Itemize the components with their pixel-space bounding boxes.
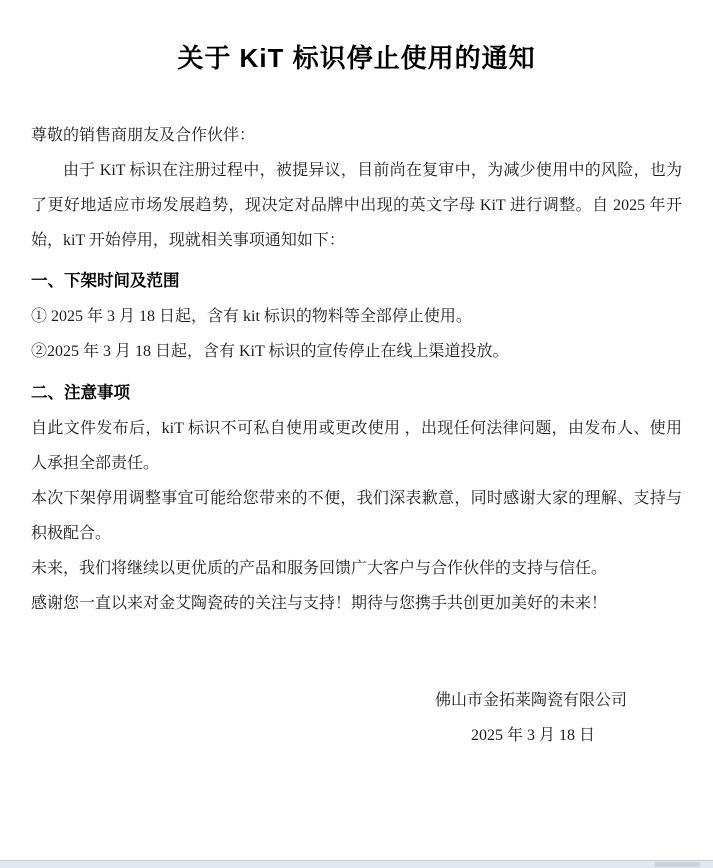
- section2-paragraph-4: 感谢您一直以来对金艾陶瓷砖的关注与支持！期待与您携手共创更加美好的未来！: [31, 595, 608, 612]
- section1-item1: ① 2025 年 3 月 18 日起，含有 kit 标识的物料等全部停止使用。: [31, 308, 472, 325]
- document-content: [0, 42, 713, 753]
- section1-heading: 一、下架时间及范围: [31, 272, 180, 290]
- company-signature: 佛山市金拓莱陶瓷有限公司: [434, 692, 627, 709]
- scrollbar-thumb[interactable]: [655, 862, 700, 867]
- section1-item2: ②2025 年 3 月 18 日起，含有 KiT 标识的宣传停止在线上渠道投放。: [31, 343, 509, 360]
- section2-heading: 二、注意事项: [31, 384, 130, 402]
- section2-paragraph-3: 未来，我们将继续以更优质的产品和服务回馈广大客户与合作伙伴的支持与信任。: [31, 560, 608, 577]
- horizontal-scrollbar[interactable]: [0, 860, 713, 868]
- document-title: 关于 KiT 标识停止使用的通知: [177, 43, 536, 73]
- section2-paragraph-2: 本次下架停用调整事宜可能给您带来的不便，我们深表歉意，同时感谢大家的理解、支持与积极配合。: [31, 490, 682, 542]
- intro-paragraph: 由于 KiT 标识在注册过程中，被提异议，目前尚在复审中，为减少使用中的风险，也为了更好地适应市场发展趋势，现决定对品牌中出现的英文字母 KiT 进行调整。自 2025 年开始，kiT 开始停用，现就相关事项通知如下：: [31, 162, 682, 249]
- section2-paragraph-1: 自此文件发布后，kiT 标识不可私自使用或更改使用 ，出现任何法律问题，由发布人、使用人承担全部责任。: [31, 420, 682, 472]
- greeting-line: 尊敬的销售商朋友及合作伙伴：: [31, 127, 256, 144]
- document-date: 2025 年 3 月 18 日: [470, 727, 595, 744]
